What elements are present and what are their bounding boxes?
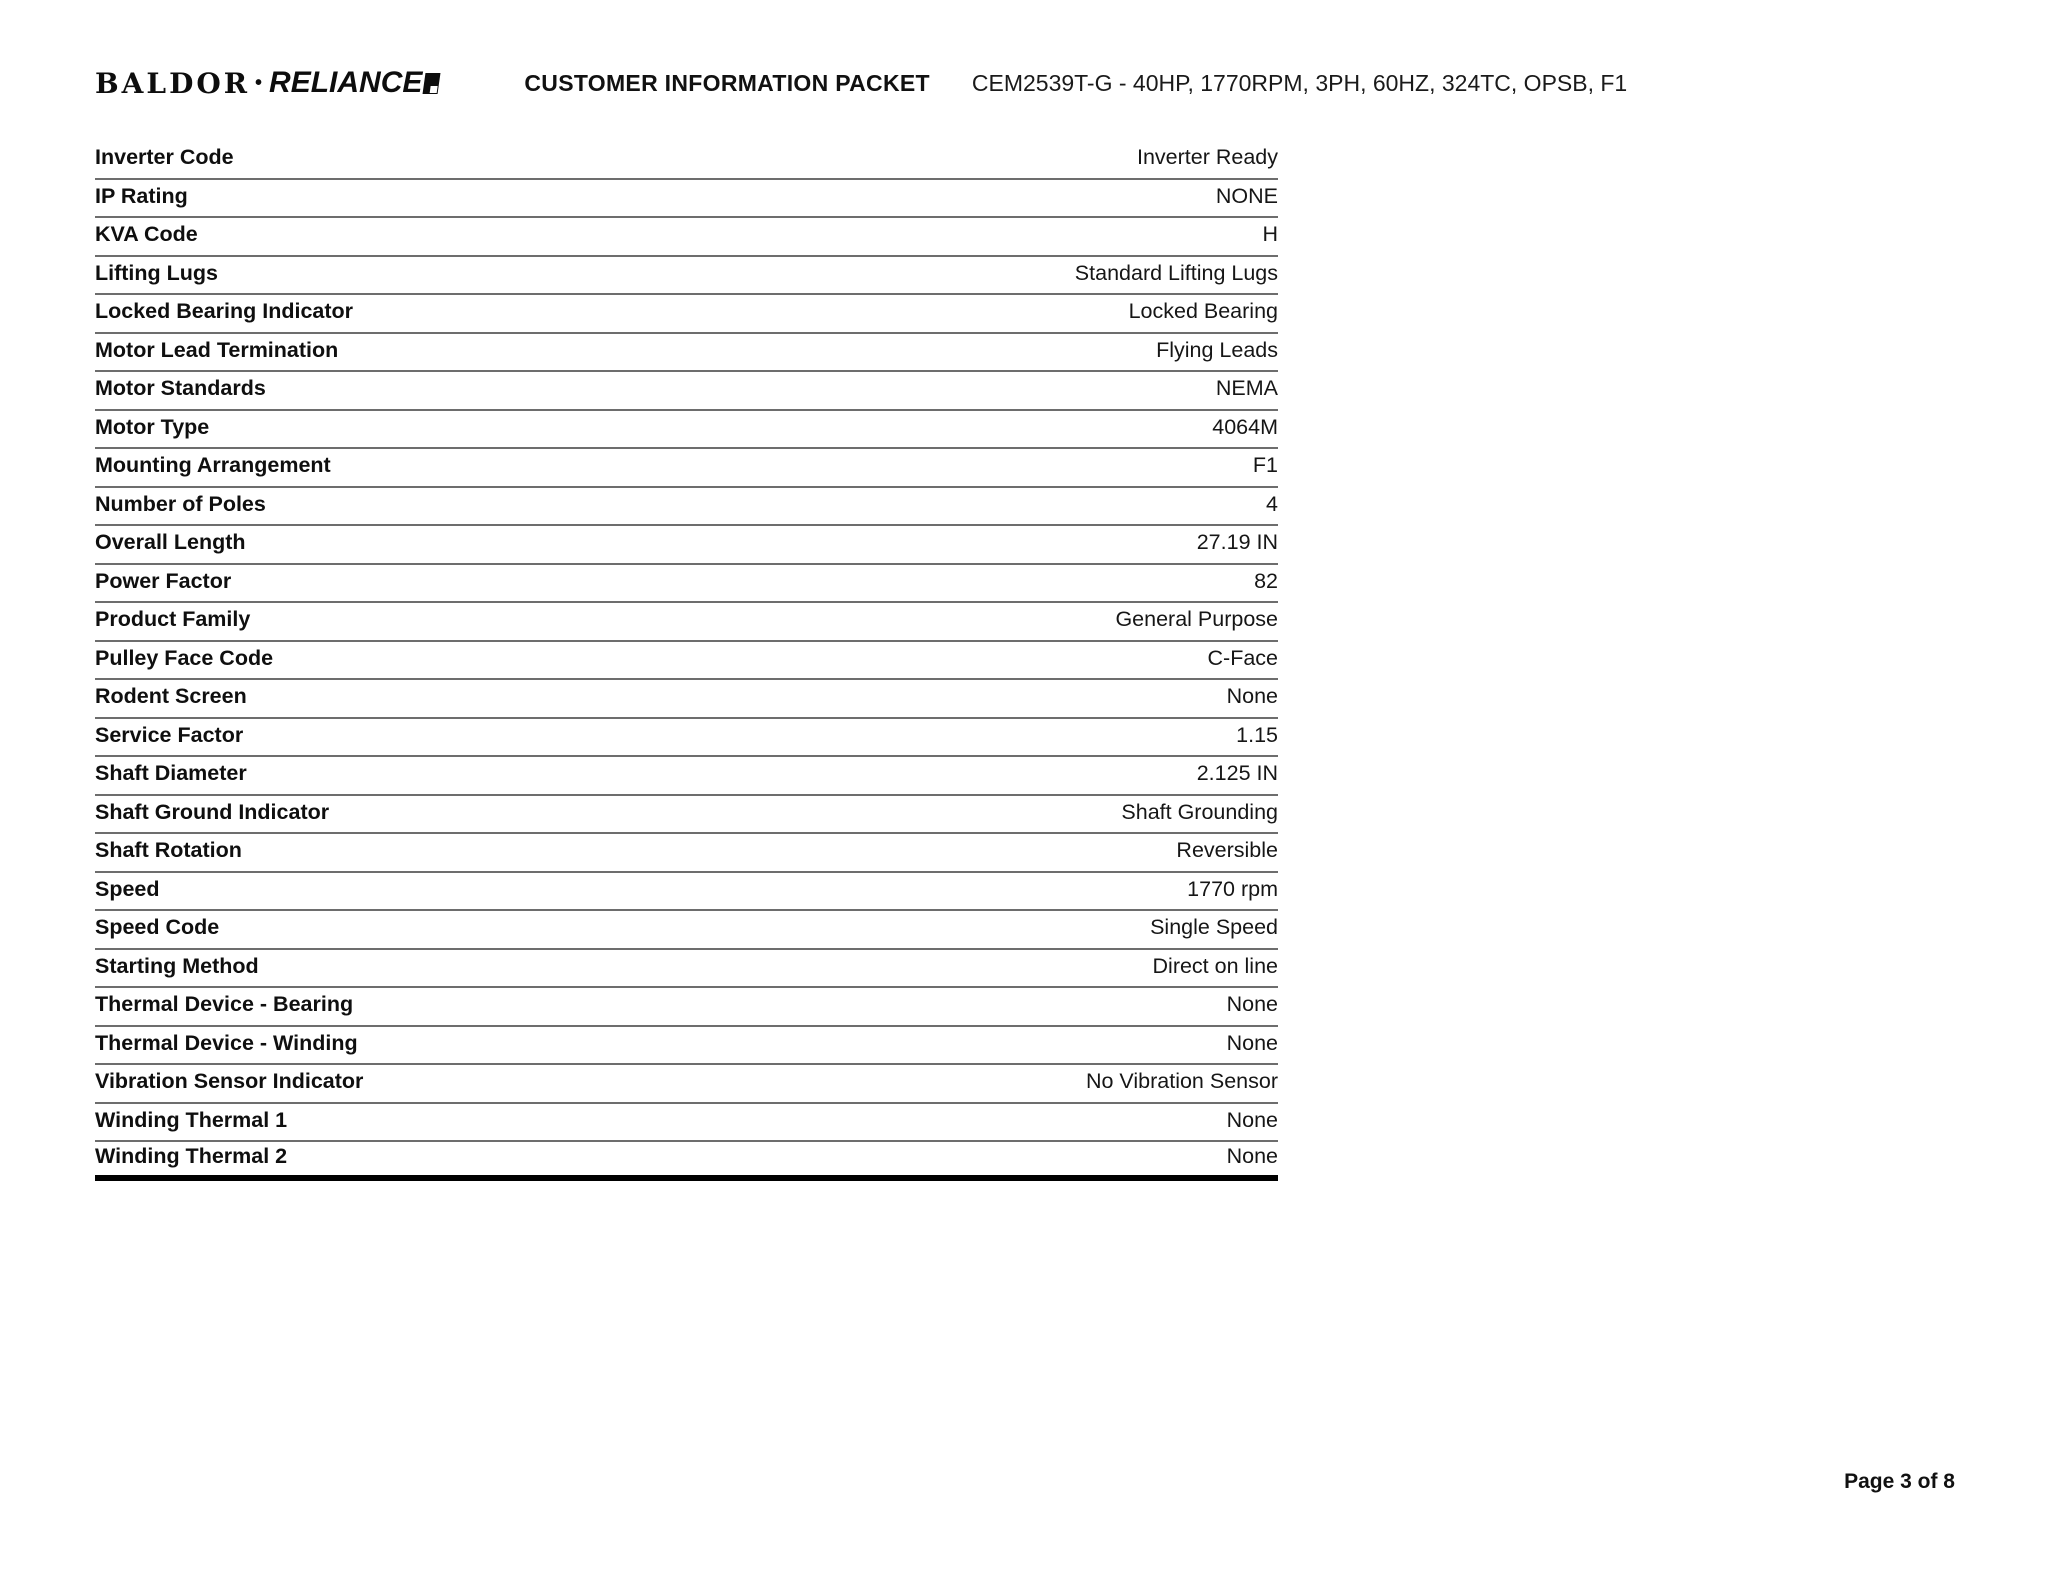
product-spec-text: CEM2539T-G - 40HP, 1770RPM, 3PH, 60HZ, 324TC, OPSB, F1 <box>971 69 1628 96</box>
spec-label: Motor Standards <box>95 376 266 401</box>
spec-value: Reversible <box>1176 838 1278 863</box>
spec-value: Single Speed <box>1150 915 1278 940</box>
spec-label: Winding Thermal 1 <box>95 1107 288 1132</box>
logo-dot-separator: • <box>255 71 263 94</box>
table-row <box>95 1142 1278 1181</box>
spec-value: NONE <box>1215 183 1278 208</box>
spec-value: Inverter Ready <box>1136 145 1278 170</box>
spec-label: IP Rating <box>95 183 188 208</box>
table-row <box>95 334 1278 373</box>
spec-label: KVA Code <box>95 222 198 247</box>
logo-baldor-text: BALDOR <box>95 66 251 100</box>
spec-label: Speed <box>95 876 160 901</box>
spec-value: NEMA <box>1215 376 1278 401</box>
spec-label: Locked Bearing Indicator <box>95 299 354 324</box>
spec-label: Shaft Rotation <box>95 838 242 863</box>
spec-value: C-Face <box>1207 645 1278 670</box>
spec-value: Locked Bearing <box>1128 299 1278 324</box>
spec-label: Vibration Sensor Indicator <box>95 1069 364 1094</box>
spec-label: Motor Lead Termination <box>95 337 339 362</box>
table-row <box>95 1027 1278 1066</box>
spec-label: Power Factor <box>95 568 232 593</box>
spec-value: General Purpose <box>1115 607 1278 632</box>
spec-label: Speed Code <box>95 915 220 940</box>
table-row <box>95 295 1278 334</box>
spec-value: 4 <box>1266 491 1278 516</box>
spec-label: Winding Thermal 2 <box>95 1144 288 1169</box>
table-row <box>95 565 1278 604</box>
table-row <box>95 642 1278 681</box>
logo-reliance-text: RELIANCE <box>269 66 423 99</box>
spec-value: 2.125 IN <box>1196 761 1278 786</box>
spec-label: Product Family <box>95 607 251 632</box>
spec-value: 1770 rpm <box>1187 876 1278 901</box>
table-row <box>95 873 1278 912</box>
table-row <box>95 180 1278 219</box>
spec-value: None <box>1226 1144 1278 1169</box>
table-row <box>95 488 1278 527</box>
spec-label: Starting Method <box>95 953 259 978</box>
spec-value: Flying Leads <box>1156 337 1278 362</box>
spec-value: Direct on line <box>1152 953 1278 978</box>
table-row <box>95 719 1278 758</box>
spec-value: Standard Lifting Lugs <box>1074 260 1278 285</box>
page-header <box>95 66 1953 100</box>
table-row <box>95 1065 1278 1104</box>
table-row <box>95 526 1278 565</box>
spec-value: Shaft Grounding <box>1121 799 1278 824</box>
spec-value: No Vibration Sensor <box>1085 1069 1278 1094</box>
table-row <box>95 141 1278 180</box>
spec-value: 27.19 IN <box>1196 530 1278 555</box>
table-row <box>95 950 1278 989</box>
spec-label: Shaft Diameter <box>95 761 247 786</box>
spec-value: F1 <box>1252 453 1278 478</box>
table-row <box>95 218 1278 257</box>
spec-value: None <box>1226 992 1278 1017</box>
spec-label: Mounting Arrangement <box>95 453 331 478</box>
baldor-reliance-logo <box>95 66 439 100</box>
table-row <box>95 757 1278 796</box>
table-row <box>95 680 1278 719</box>
spec-label: Thermal Device - Winding <box>95 1030 358 1055</box>
spec-label: Shaft Ground Indicator <box>95 799 330 824</box>
table-row <box>95 1104 1278 1143</box>
specification-table <box>95 141 1278 1181</box>
table-row <box>95 372 1278 411</box>
table-row <box>95 834 1278 873</box>
table-row <box>95 796 1278 835</box>
table-row <box>95 603 1278 642</box>
spec-label: Rodent Screen <box>95 684 247 709</box>
table-row <box>95 988 1278 1027</box>
spec-value: 82 <box>1254 568 1278 593</box>
spec-value: 4064M <box>1212 414 1278 439</box>
spec-label: Number of Poles <box>95 491 266 516</box>
spec-label: Pulley Face Code <box>95 645 274 670</box>
page-number-indicator: Page 3 of 8 <box>1844 1470 1955 1493</box>
table-row <box>95 257 1278 296</box>
table-row <box>95 449 1278 488</box>
spec-label: Motor Type <box>95 414 210 439</box>
spec-value: H <box>1262 222 1278 247</box>
spec-value: None <box>1226 1107 1278 1132</box>
spec-value: None <box>1226 684 1278 709</box>
spec-value: 1.15 <box>1236 722 1278 747</box>
table-row <box>95 911 1278 950</box>
logo-trademark-icon <box>423 73 441 94</box>
spec-label: Service Factor <box>95 722 244 747</box>
spec-label: Lifting Lugs <box>95 260 218 285</box>
spec-label: Inverter Code <box>95 145 234 170</box>
spec-value: None <box>1226 1030 1278 1055</box>
spec-label: Thermal Device - Bearing <box>95 992 354 1017</box>
table-row <box>95 411 1278 450</box>
page-title: CUSTOMER INFORMATION PACKET <box>524 69 930 96</box>
spec-label: Overall Length <box>95 530 246 555</box>
